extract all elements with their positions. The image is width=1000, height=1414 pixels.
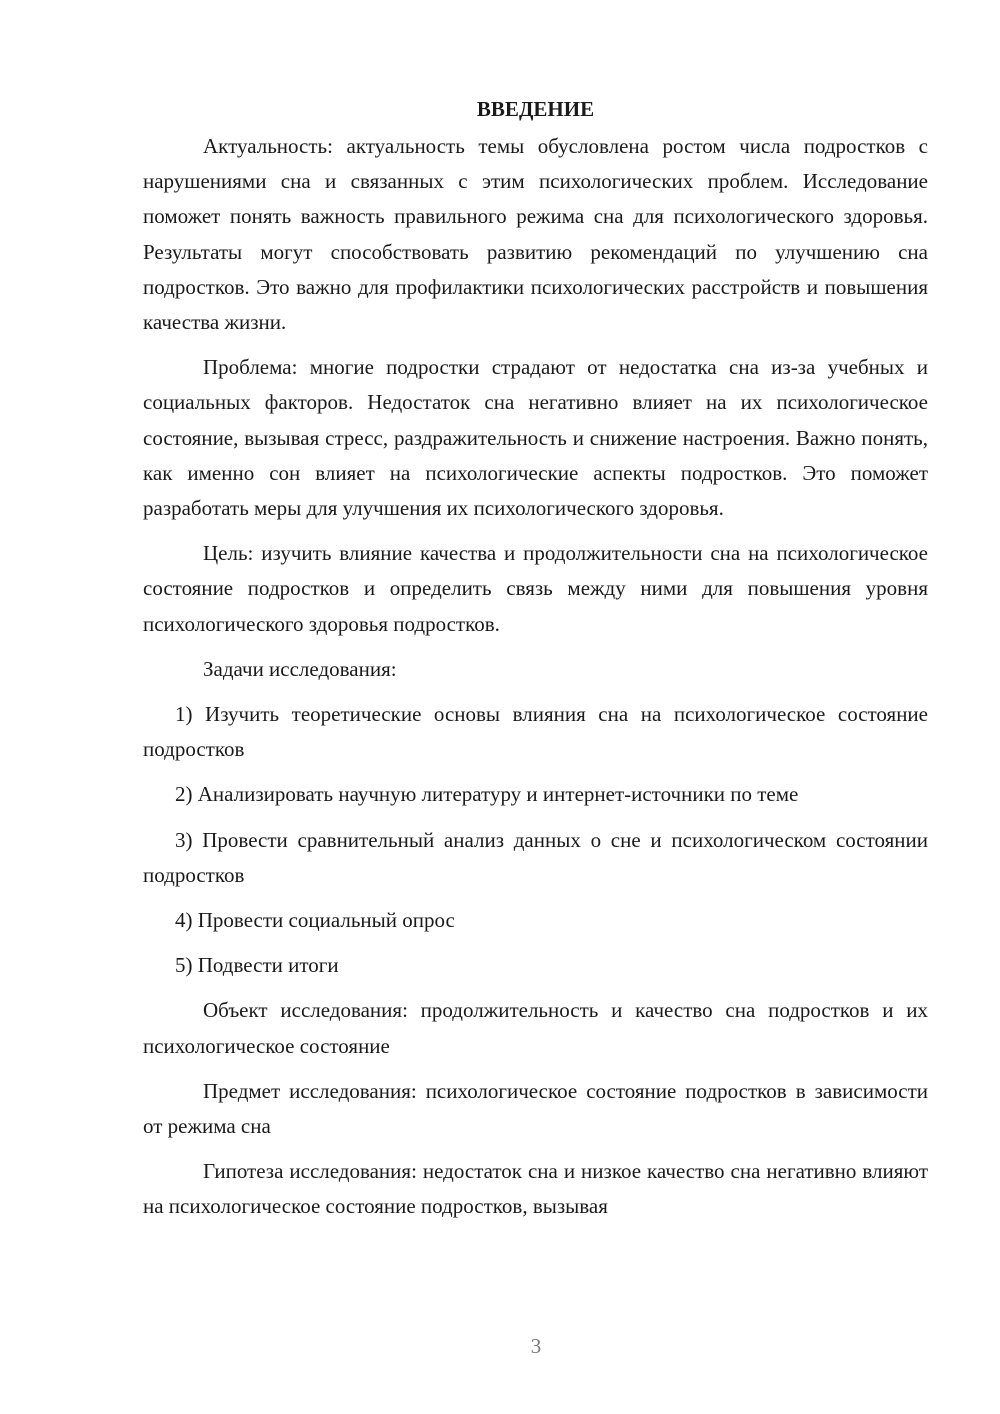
document-page xyxy=(143,92,928,1235)
task-item-1: 1) Изучить теоретические основы влияния сна на психологическое состояние подростков xyxy=(143,702,928,762)
task-item-2: 2) Анализировать научную литературу и интернет-источники по теме xyxy=(175,782,799,807)
goal-paragraph: Цель: изучить влияние качества и продолжительности сна на психологическое состояние подростков и определить связь между ними для повышения уровня психологического здоровья подростков. xyxy=(143,541,928,636)
task-item-5: 5) Подвести итоги xyxy=(175,953,339,978)
tasks-heading: Задачи исследования: xyxy=(203,656,397,681)
task-item-4: 4) Провести социальный опрос xyxy=(175,908,455,933)
relevance-paragraph: Актуальность: актуальность темы обусловлена ростом числа подростков с нарушениями сна и связанных с этим психологических проблем. Исследование поможет понять важность правильного режима сна для психологического здоровья. Результаты могут способствовать развитию рекомендаций по улучшению сна подростков. Это важно для профилактики психологических расстройств и повышения качества жизни. xyxy=(143,134,928,335)
hypothesis-paragraph: Гипотеза исследования: недостаток сна и низкое качество сна негативно влияют на психологическое состояние подростков, вызывая xyxy=(143,1159,928,1219)
problem-paragraph: Проблема: многие подростки страдают от недостатка сна из-за учебных и социальных факторов. Недостаток сна негативно влияет на их психологическое состояние, вызывая стресс, раздражительность и снижение настроения. Важно понять, как именно сон влияет на психологические аспекты подростков. Это поможет разработать меры для улучшения их психологического здоровья. xyxy=(143,355,928,521)
page-title: ВВЕДЕНИЕ xyxy=(476,97,595,121)
object-paragraph: Объект исследования: продолжительность и качество сна подростков и их психологическое состояние xyxy=(143,998,928,1058)
subject-paragraph: Предмет исследования: психологическое состояние подростков в зависимости от режима сна xyxy=(143,1078,928,1139)
task-item-3: 3) Провести сравнительный анализ данных о сне и психологическом состоянии подростков xyxy=(143,827,928,887)
page-number: 3 xyxy=(530,1334,542,1358)
